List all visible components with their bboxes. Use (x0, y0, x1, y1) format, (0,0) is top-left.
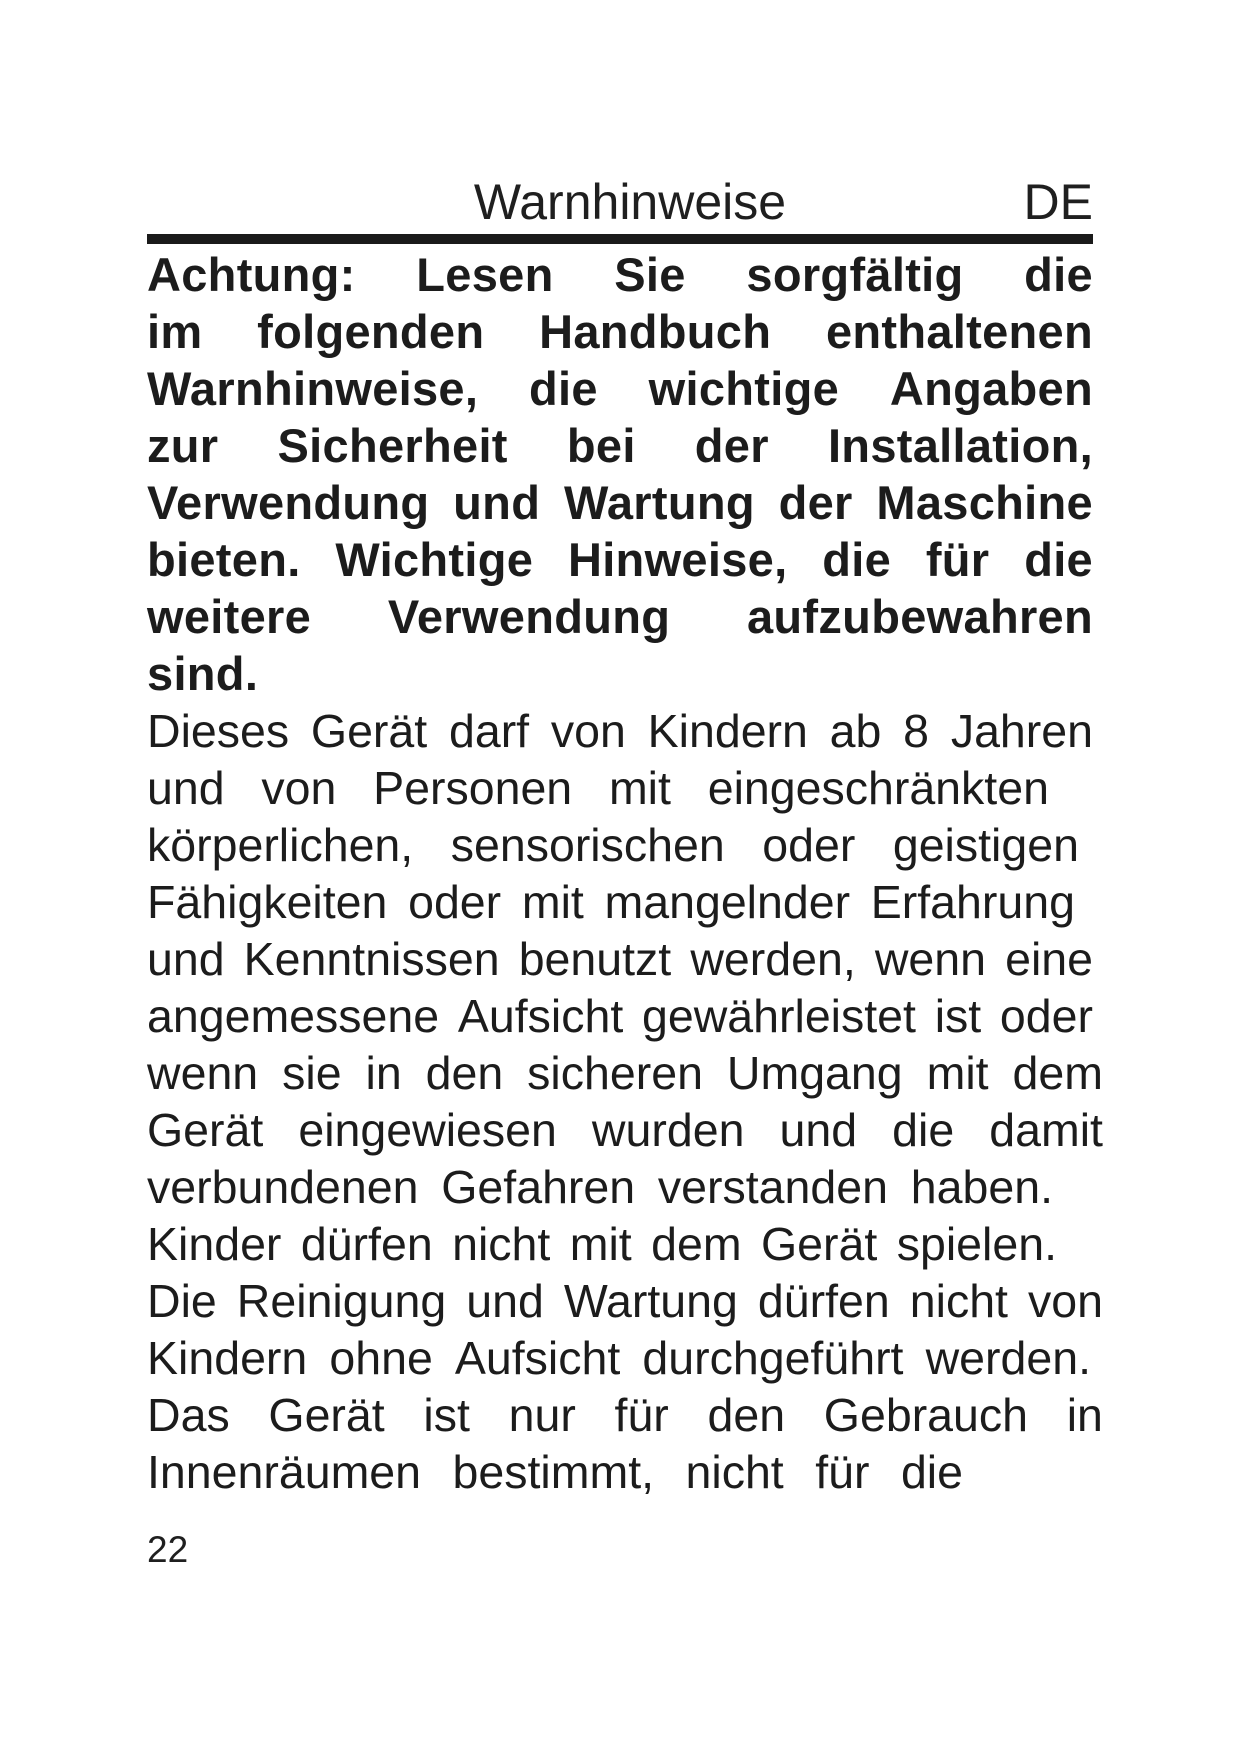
body-word: eingewiesen (298, 1104, 557, 1156)
warning-word: Hinweise, (567, 533, 788, 586)
body-line (147, 1216, 1057, 1273)
body-word: von (1028, 1275, 1103, 1327)
body-word: sicheren (527, 1047, 703, 1099)
body-word: Dieses (147, 705, 290, 757)
body-word: nicht (685, 1446, 784, 1498)
warning-word: Lesen (416, 248, 554, 301)
warning-word: sind. (147, 647, 259, 700)
body-word: Kindern (647, 705, 808, 757)
body-line (147, 1102, 1103, 1159)
body-word: eingeschränkten (707, 762, 1049, 814)
body-word: Gebrauch (823, 1389, 1029, 1441)
warning-word: Sicherheit (277, 419, 508, 472)
body-line (147, 1444, 963, 1501)
warning-line (147, 417, 1093, 474)
body-line (147, 703, 1093, 760)
body-word: Gefahren (441, 1161, 636, 1213)
page-number: 22 (147, 1529, 189, 1570)
body-word: 8 (903, 705, 930, 757)
warning-word: enthaltenen (825, 305, 1093, 358)
body-word: für (614, 1389, 669, 1441)
body-word: geistigen (892, 819, 1079, 871)
warning-word: im (147, 305, 203, 358)
body-line (147, 874, 1075, 931)
warning-line (147, 645, 1093, 702)
body-word: für (815, 1446, 870, 1498)
body-word: bestimmt, (452, 1446, 655, 1498)
body-word: Aufsicht (454, 1332, 621, 1384)
body-word: die (892, 1104, 955, 1156)
body-word: werden. (925, 1332, 1091, 1384)
warning-word: Achtung: (147, 248, 356, 301)
section-title: Warnhinweise (473, 174, 787, 230)
body-word: nicht (452, 1218, 551, 1270)
warning-word: Installation, (827, 419, 1093, 472)
body-word: Kenntnissen (243, 933, 500, 985)
body-word: dem (651, 1218, 742, 1270)
warning-line (147, 360, 1093, 417)
body-word: die (900, 1446, 963, 1498)
body-word: damit (989, 1104, 1103, 1156)
warning-word: die (529, 362, 598, 415)
body-line (147, 760, 1049, 817)
body-word: darf (448, 705, 530, 757)
warning-word: Warnhinweise, (147, 362, 479, 415)
warning-word: und (453, 476, 541, 529)
body-word: oder (999, 990, 1093, 1042)
body-line (147, 1045, 1103, 1102)
body-word: mit (569, 1218, 632, 1270)
body-word: ohne (329, 1332, 433, 1384)
warning-word: Handbuch (539, 305, 772, 358)
body-word: werden, (690, 933, 856, 985)
warning-line (147, 588, 1093, 645)
warning-word: Wartung (563, 476, 755, 529)
body-line (147, 988, 1093, 1045)
body-word: haben. (910, 1161, 1053, 1213)
body-word: sie (282, 1047, 342, 1099)
body-word: benutzt (518, 933, 672, 985)
body-word: Wartung (563, 1275, 738, 1327)
body-word: Jahren (950, 705, 1093, 757)
body-word: nicht (909, 1275, 1008, 1327)
body-line (147, 817, 1079, 874)
body-word: in (365, 1047, 402, 1099)
body-word: Gerät (147, 1104, 264, 1156)
warning-word: wichtige (648, 362, 840, 415)
warning-word: der (778, 476, 853, 529)
warning-word: Angaben (889, 362, 1093, 415)
body-word: Innenräumen (147, 1446, 422, 1498)
warning-word: Verwendung (387, 590, 671, 643)
body-word: den (425, 1047, 504, 1099)
body-word: körperlichen, (147, 819, 414, 871)
body-word: Gerät (310, 705, 428, 757)
warning-word: der (694, 419, 769, 472)
language-code: DE (1023, 174, 1093, 230)
page-header (147, 172, 1093, 232)
body-line (147, 1330, 1091, 1387)
body-line (147, 1273, 1103, 1330)
warning-word: die (1024, 248, 1093, 301)
warning-word: für (925, 533, 990, 586)
body-word: gewährleistet (641, 990, 916, 1042)
body-word: Kinder (147, 1218, 282, 1270)
body-word: und (466, 1275, 544, 1327)
body-word: von (261, 762, 337, 814)
body-word: eine (1005, 933, 1093, 985)
body-word: Erfahrung (870, 876, 1075, 928)
body-line (147, 1159, 1053, 1216)
body-word: oder (408, 876, 502, 928)
body-word: und (147, 933, 225, 985)
body-word: mit (521, 876, 584, 928)
warning-line (147, 474, 1093, 531)
body-word: wurden (591, 1104, 745, 1156)
body-word: den (707, 1389, 786, 1441)
body-word: wenn (874, 933, 986, 985)
body-word: Die (147, 1275, 217, 1327)
warning-line (147, 246, 1093, 303)
warning-word: bieten. (147, 533, 301, 586)
body-word: dürfen (757, 1275, 890, 1327)
body-word: Umgang (726, 1047, 903, 1099)
body-word: und (147, 762, 225, 814)
body-word: verstanden (657, 1161, 888, 1213)
warning-word: aufzubewahren (746, 590, 1093, 643)
body-word: verbundenen (147, 1161, 419, 1213)
body-word: Kindern (147, 1332, 308, 1384)
warning-paragraph (147, 246, 1093, 702)
body-word: mit (608, 762, 671, 814)
body-word: ist (934, 990, 982, 1042)
body-word: Fähigkeiten (147, 876, 388, 928)
warning-word: Maschine (876, 476, 1093, 529)
body-word: Personen (373, 762, 573, 814)
body-line (147, 1387, 1103, 1444)
warning-word: Sie (614, 248, 686, 301)
body-word: durchgeführt (642, 1332, 904, 1384)
body-word: nur (508, 1389, 576, 1441)
warning-line (147, 303, 1093, 360)
body-word: Das (147, 1389, 230, 1441)
warning-line (147, 531, 1093, 588)
body-word: sensorischen (450, 819, 725, 871)
warning-word: folgenden (257, 305, 485, 358)
warning-word: die (1024, 533, 1093, 586)
body-word: angemessene (147, 990, 440, 1042)
body-word: und (779, 1104, 858, 1156)
body-word: Gerät (268, 1389, 385, 1441)
warning-word: die (822, 533, 892, 586)
warning-word: bei (566, 419, 636, 472)
body-word: oder (762, 819, 856, 871)
safety-paragraph (147, 703, 1103, 1501)
warning-word: weitere (147, 590, 312, 643)
body-word: ist (423, 1389, 470, 1441)
body-word: dürfen (300, 1218, 433, 1270)
warning-word: Wichtige (335, 533, 534, 586)
body-word: von (550, 705, 626, 757)
body-word: ab (829, 705, 882, 757)
warning-word: Verwendung (147, 476, 430, 529)
body-line (147, 931, 1093, 988)
body-word: mangelnder (604, 876, 851, 928)
warning-word: zur (147, 419, 219, 472)
body-word: Aufsicht (457, 990, 624, 1042)
header-rule (147, 234, 1093, 244)
body-word: Gerät (761, 1218, 878, 1270)
warning-word: sorgfältig (746, 248, 964, 301)
body-word: mit (926, 1047, 989, 1099)
body-word: wenn (147, 1047, 259, 1099)
body-word: dem (1012, 1047, 1103, 1099)
body-word: in (1066, 1389, 1103, 1441)
body-word: spielen. (896, 1218, 1057, 1270)
body-word: Reinigung (236, 1275, 447, 1327)
